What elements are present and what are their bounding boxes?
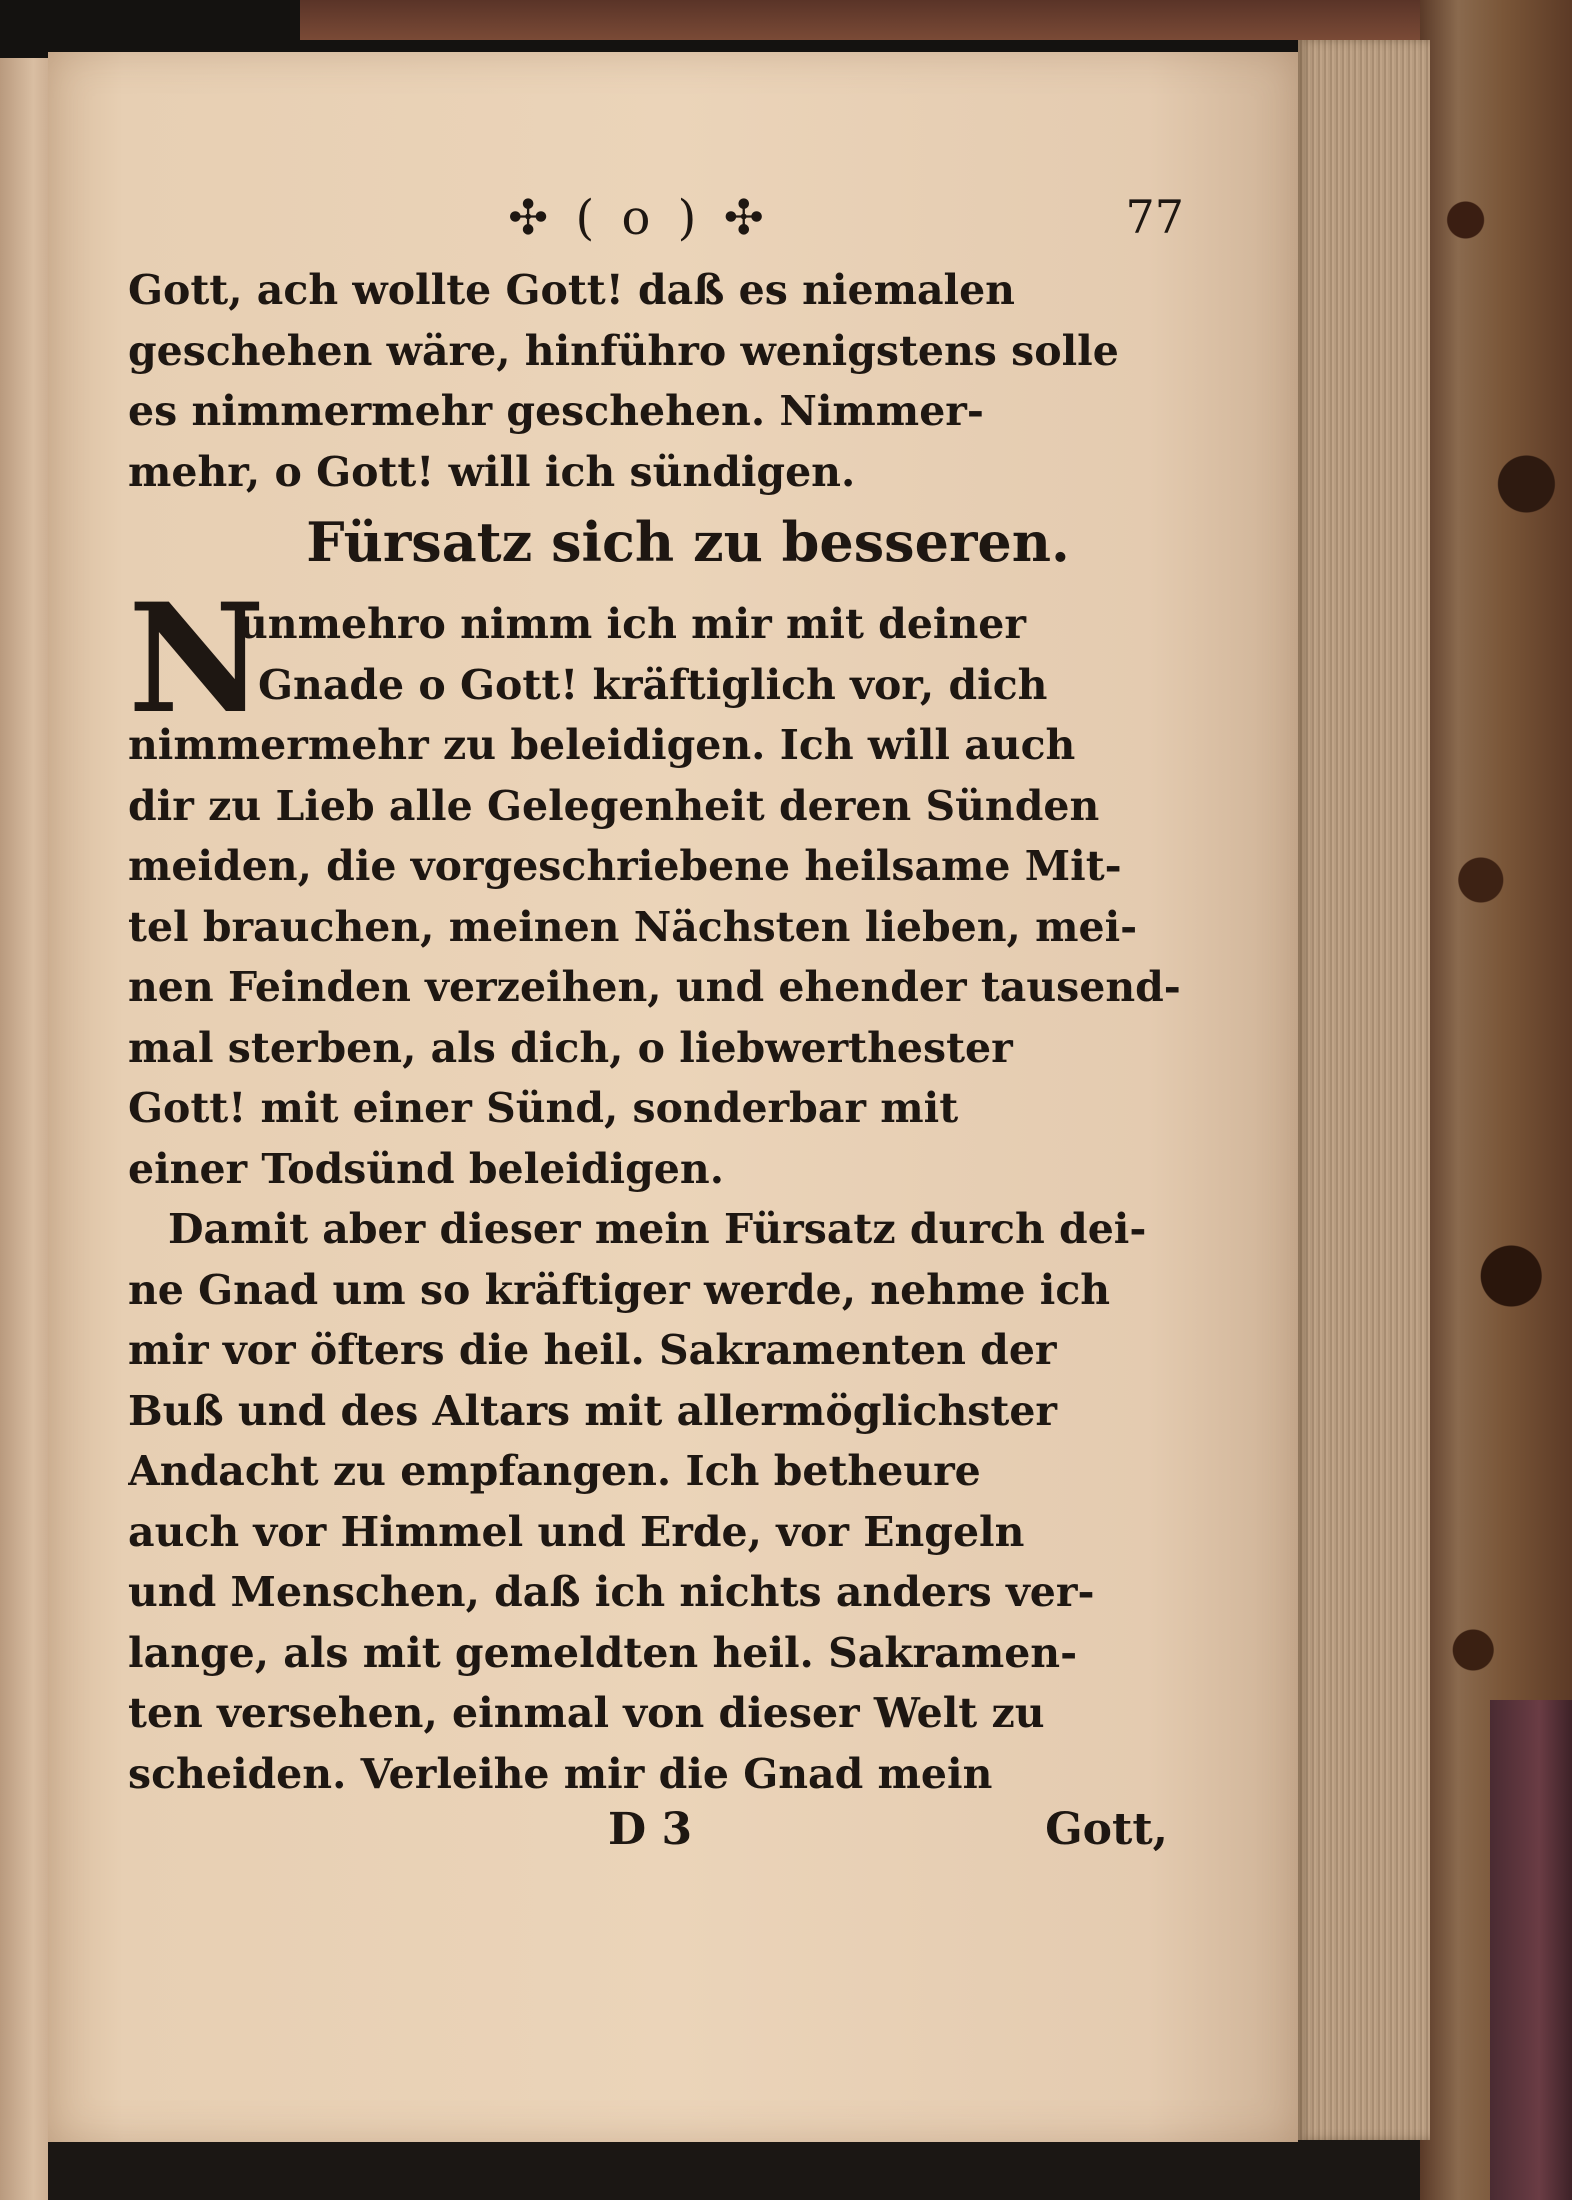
text-line: dir zu Lieb alle Gelegenheit deren Sünden (128, 781, 1100, 830)
text-line: mehr, o Gott! will ich sündigen. (128, 447, 856, 496)
section-heading: Fürsatz sich zu besseren. (306, 510, 1070, 574)
text-line: Gott! mit einer Sünd, sonderbar mit (128, 1084, 959, 1132)
page-footer (128, 1804, 1188, 1874)
text-line: tel brauchen, meinen Nächsten lieben, mei- (128, 902, 1138, 951)
text-line: mir vor öfters die heil. Sakramenten der (128, 1326, 1057, 1374)
page-number: 77 (1125, 190, 1184, 244)
leather-corner (1490, 1700, 1572, 2200)
text-line: mal sterben, als dich, o liebwerthester (128, 1023, 1013, 1072)
catchword: Gott, (1045, 1804, 1168, 1855)
text-line: Andacht zu empfangen. Ich betheure (128, 1447, 981, 1495)
text-line: scheiden. Verleihe mir die Gnad mein (128, 1749, 993, 1798)
page-text-block (128, 190, 1188, 1874)
drop-cap: N (128, 571, 266, 747)
text-line: und Menschen, daß ich nichts anders ver- (128, 1568, 1095, 1616)
text-line: lange, als mit gemeldten heil. Sakramen- (128, 1628, 1078, 1677)
text-line: ne Gnad um so kräftiger werde, nehme ich (128, 1265, 1111, 1314)
text-line: Gott, ach wollte Gott! daß es niemalen (128, 266, 1015, 314)
text-line: unmehro nimm ich mir mit deiner (238, 600, 1026, 648)
text-line: geschehen wäre, hinführo wenigstens solle (128, 326, 1119, 375)
text-line: nimmermehr zu beleidigen. Ich will auch (128, 721, 1076, 769)
text-lines-top (128, 260, 1188, 502)
header-ornament: ✣ ( o ) ✣ (508, 190, 770, 246)
text-line: meiden, die vorgeschriebene heilsame Mit- (128, 842, 1122, 890)
text-line: auch vor Himmel und Erde, vor Engeln (128, 1507, 1025, 1556)
page-block-edge (1298, 40, 1430, 2140)
text-line: Gnade o Gott! kräftiglich vor, dich (258, 660, 1048, 709)
text-line: es nimmermehr geschehen. Nimmer- (128, 387, 984, 435)
text-line: einer Todsünd beleidigen. (128, 1144, 724, 1193)
cover-top-edge (300, 0, 1572, 40)
text-lines-body (128, 715, 1188, 1804)
running-header (128, 190, 1188, 260)
text-line: ten versehen, einmal von dieser Welt zu (128, 1689, 1045, 1737)
signature-mark: D 3 (608, 1804, 693, 1855)
text-line: nen Feinden verzeihen, und ehender tausend- (128, 963, 1181, 1011)
text-line: Buß und des Altars mit allermöglichster (128, 1386, 1058, 1435)
facing-page-edge (0, 58, 48, 2200)
text-line: Damit aber dieser mein Fürsatz durch dei- (168, 1205, 1147, 1253)
